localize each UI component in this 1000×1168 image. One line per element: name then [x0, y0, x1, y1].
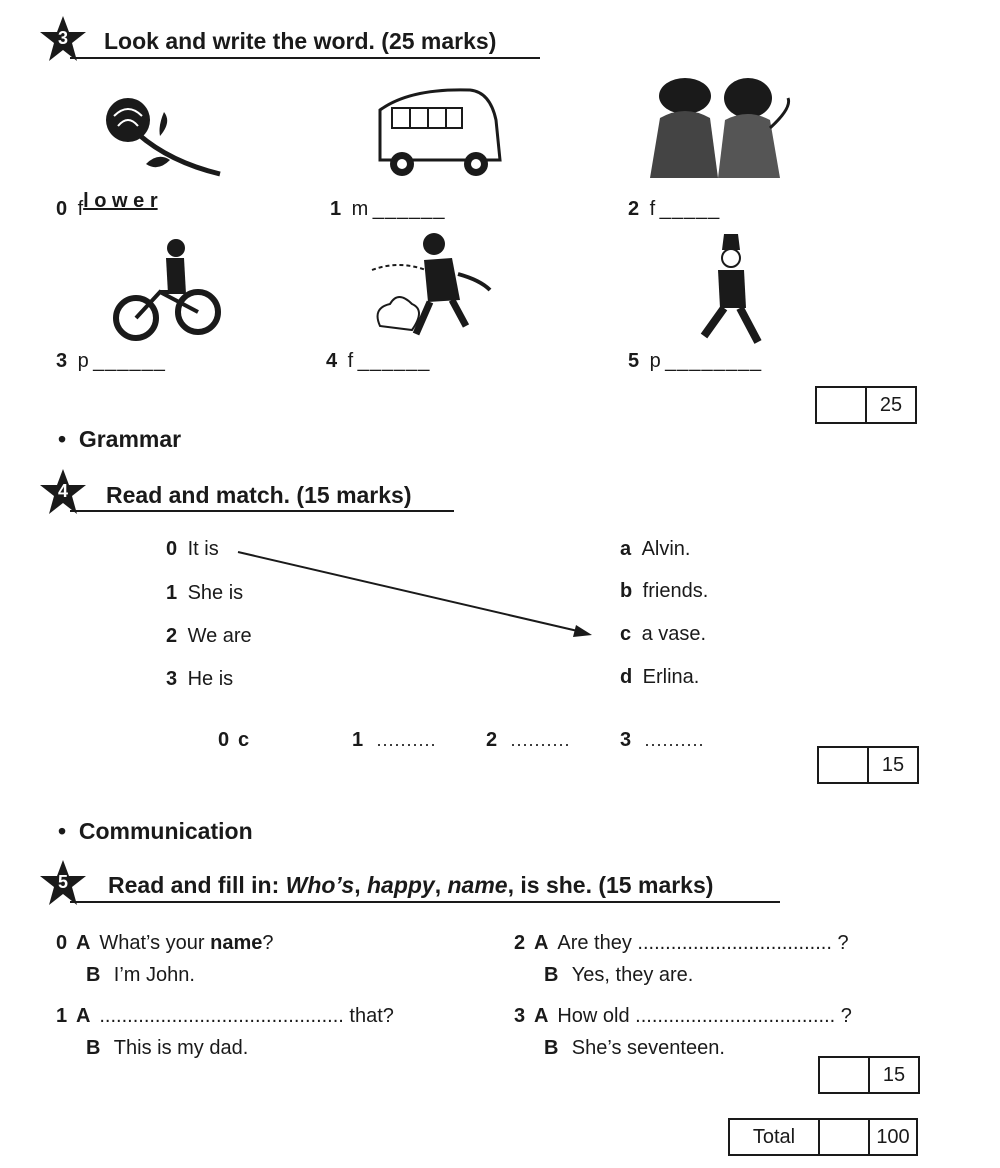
total-score-input[interactable] — [820, 1120, 870, 1154]
ex4-right-d: d Erlina. — [620, 666, 700, 688]
total-score-box — [728, 1118, 918, 1156]
ex5-score-total: 15 — [882, 1064, 906, 1086]
exercise-4-underline — [70, 510, 454, 512]
ex4-answer-3-input[interactable]: .......... — [644, 730, 705, 750]
ex4-answer-0: 0 c — [218, 729, 250, 751]
friends-picture — [630, 68, 800, 178]
ex4-left-0: 0 It is — [166, 538, 219, 560]
fireman-picture — [368, 230, 493, 342]
exercise-4-title: Read and match. (15 marks) — [106, 482, 412, 508]
ex5-dialogue-1-blank[interactable]: ............................................ that? — [99, 1005, 394, 1027]
total-label: Total — [730, 1120, 820, 1154]
ex3-item-0-answer: l o w e r — [83, 190, 158, 212]
ex5-dialogue-3-blank[interactable]: How old .................................... ? — [557, 1005, 852, 1027]
ex3-item-1-blanks[interactable]: ______ — [372, 198, 446, 220]
grammar-heading: • Grammar — [58, 426, 182, 452]
communication-heading: • Communication — [58, 818, 253, 844]
exercise-3-title: Look and write the word. (25 marks) — [104, 28, 497, 54]
ex4-answer-1: 1 .......... — [352, 729, 437, 751]
ex3-score-total: 25 — [879, 394, 903, 416]
ex5-dialogue-3-b: B She’s seventeen. — [544, 1037, 725, 1059]
ex4-score-box — [817, 746, 919, 784]
match-arrow — [236, 546, 598, 642]
policeman-picture — [698, 232, 768, 347]
ex4-score-total: 15 — [881, 754, 905, 776]
ex5-dialogue-2-blank[interactable]: Are they ................................... ? — [557, 932, 849, 954]
ex3-item-2: 2 f _____ — [628, 198, 721, 220]
ex4-right-a: a Alvin. — [620, 538, 691, 560]
ex5-dialogue-2-a: 2 A Are they ................................... ? — [514, 932, 849, 954]
ex3-item-3-blanks[interactable]: ______ — [93, 350, 166, 372]
exercise-5-title: Read and fill in: Who’s, happy, name, is she. (15 marks) — [108, 872, 714, 898]
ex4-left-1: 1 She is — [166, 582, 244, 604]
ex4-answer-3: 3 .......... — [620, 729, 705, 751]
ex4-score-input[interactable] — [819, 748, 869, 782]
ex5-dialogue-2-b: B Yes, they are. — [544, 964, 694, 986]
ex5-dialogue-1-b: B This is my dad. — [86, 1037, 249, 1059]
ex5-dialogue-0-a: 0 A What’s your name? — [56, 932, 274, 954]
exercise-5-underline — [70, 901, 780, 903]
exercise-4-star-icon: 4 — [38, 467, 88, 517]
postman-bicycle-picture — [110, 232, 225, 347]
ex3-item-0: 0 fl o w e r — [56, 190, 158, 220]
exercise-3-underline — [70, 57, 540, 59]
ex4-answer-1-input[interactable]: .......... — [376, 730, 437, 750]
ex3-item-4: 4 f ______ — [326, 350, 431, 372]
ex3-item-1: 1 m ______ — [330, 198, 446, 220]
exercise-5-star-icon: 5 — [38, 858, 88, 908]
rose-picture — [100, 92, 230, 182]
ex3-item-4-blanks[interactable]: ______ — [357, 350, 431, 372]
ex4-left-2: 2 We are — [166, 625, 252, 647]
ex4-left-3: 3 He is — [166, 668, 234, 690]
ex5-dialogue-1-a: 1 A ............................................ that? — [56, 1005, 394, 1027]
total-max: 100 — [876, 1126, 910, 1148]
ex4-answer-2: 2 .......... — [486, 729, 571, 751]
ex3-score-input[interactable] — [817, 388, 867, 422]
ex3-score-box — [815, 386, 917, 424]
ex5-score-input[interactable] — [820, 1058, 870, 1092]
ex3-item-5: 5 p ________ — [628, 350, 763, 372]
exercise-3-star-icon: 3 — [38, 14, 88, 64]
ex4-right-b: b friends. — [620, 580, 709, 602]
ex5-dialogue-0-b: B I’m John. — [86, 964, 195, 986]
ex5-dialogue-3-a: 3 A How old .................................... ? — [514, 1005, 852, 1027]
minibus-picture — [370, 80, 510, 185]
ex4-right-c: c a vase. — [620, 623, 707, 645]
ex5-score-box — [818, 1056, 920, 1094]
ex4-answer-2-input[interactable]: .......... — [510, 730, 571, 750]
ex3-item-5-blanks[interactable]: ________ — [665, 350, 763, 372]
ex3-item-3: 3 p ______ — [56, 350, 166, 372]
ex3-item-2-blanks[interactable]: _____ — [659, 198, 721, 220]
